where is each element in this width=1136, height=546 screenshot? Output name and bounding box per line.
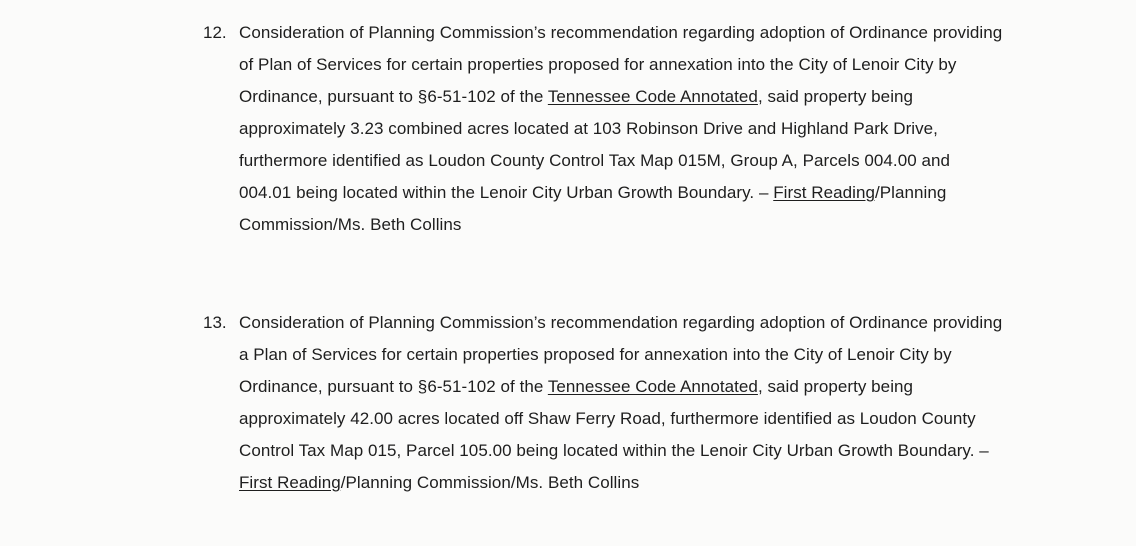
reading-label: First Reading: [239, 473, 341, 492]
item-text-part2: , said property being approximately 42.00 acres located off Shaw Ferry Road, furthermore identified as Loudon County Control Tax Map 015, Parcel 105.00 being located within the Lenoir City Urban Growth Boundary. –: [239, 377, 989, 460]
agenda-item-13: [203, 307, 1003, 499]
code-title: Tennessee Code Annotated: [547, 377, 758, 396]
item-text-part3: /Planning Commission/Ms. Beth Collins: [239, 183, 947, 234]
item-text-part2: , said property being approximately 3.23 combined acres located at 103 Robinson Drive and Highland Park Drive, furthermore identified as Loudon County Control Tax Map 015M, Group A, Parcels 004.00 and 004.01 being located within the Lenoir City Urban Growth Boundary. –: [239, 87, 950, 202]
item-text: [239, 307, 1003, 499]
item-text: [239, 17, 1003, 241]
reading-label: First Reading: [773, 183, 875, 202]
code-title: Tennessee Code Annotated: [547, 87, 758, 106]
item-text-part1: Consideration of Planning Commission’s recommendation regarding adoption of Ordinance providing a Plan of Services for certain properties proposed for annexation into the City of Lenoir City by Ordinance, pursuant to §6-51-102 of the: [239, 313, 1003, 396]
item-number: 12.: [203, 23, 227, 42]
agenda-item-12: [203, 17, 1003, 241]
item-number: 13.: [203, 313, 227, 332]
item-text-part1: Consideration of Planning Commission’s recommendation regarding adoption of Ordinance providing of Plan of Services for certain properties proposed for annexation into the City of Lenoir City by Ordinance, pursuant to §6-51-102 of the: [239, 23, 1003, 106]
item-text-part3: /Planning Commission/Ms. Beth Collins: [340, 473, 640, 492]
